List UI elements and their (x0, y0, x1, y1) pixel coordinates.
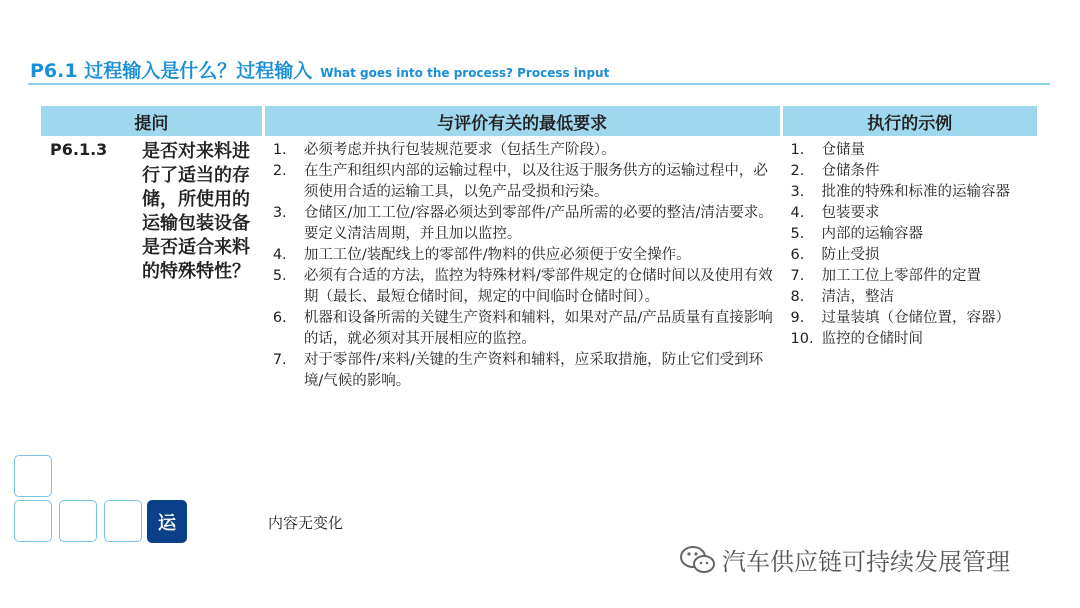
question-id: P6.1.3 (50, 140, 108, 159)
examples-list (784, 140, 1037, 350)
list-item: 5. 必须有合适的方法，监控为特殊材料/零部件规定的仓储时间以及使用有效期（最长、最短仓储时间，规定的中间临时仓储时间）。 (272, 268, 773, 305)
nav-box-3[interactable] (104, 500, 142, 542)
list-item: 1. 仓储量 (790, 142, 865, 158)
table-row (41, 136, 1037, 393)
list-item: 3. 仓储区/加工工位/容器必须达到零部件/产品所需的必要的整洁/清洁要求。要定义清洁周期，并且加以监控。 (272, 205, 773, 242)
list-item: 2. 仓储条件 (790, 163, 880, 179)
examples-cell (783, 136, 1038, 393)
header-question: 提问 (41, 106, 262, 136)
list-item: 10. 监控的仓储时间 (790, 331, 923, 347)
watermark (678, 542, 1010, 577)
wechat-icon (678, 544, 718, 576)
title-underline (28, 83, 1050, 85)
list-item: 5. 内部的运输容器 (790, 226, 923, 242)
slide-title (30, 56, 609, 84)
question-text: 是否对来料进行了适当的存储，所使用的运输包装设备是否适合来料的特殊特性？ (142, 141, 250, 282)
header-examples: 执行的示例 (783, 106, 1038, 136)
list-item: 6. 防止受损 (790, 247, 880, 263)
header-requirements: 与评价有关的最低要求 (265, 106, 780, 136)
content-note: 内容无变化 (268, 514, 344, 532)
watermark-text: 汽车供应链可持续发展管理 (722, 548, 1010, 576)
nav-box-active[interactable]: 运 (147, 500, 187, 543)
title-main: P6.1 过程输入是什么？过程输入 (30, 60, 313, 82)
list-item: 4. 加工工位/装配线上的零部件/物料的供应必须便于安全操作。 (272, 247, 691, 263)
list-item: 9. 过量装填（仓储位置，容器） (790, 310, 1010, 326)
requirements-table (38, 106, 1040, 393)
question-cell (41, 136, 262, 393)
nav-box-1[interactable] (14, 500, 52, 542)
list-item: 6. 机器和设备所需的关键生产资料和辅料，如果对产品/产品质量有直接影响的话，就必须对其开展相应的监控。 (272, 310, 773, 347)
title-sub: What goes into the process? Process input (320, 66, 610, 80)
nav-box-top[interactable] (14, 455, 52, 497)
list-item: 4. 包装要求 (790, 205, 880, 221)
list-item: 7. 对于零部件/来料/关键的生产资料和辅料，应采取措施，防止它们受到环境/气候的影响。 (272, 352, 764, 389)
list-item: 7. 加工工位上零部件的定置 (790, 268, 981, 284)
list-item: 1. 必须考虑并执行包装规范要求（包括生产阶段）。 (272, 142, 616, 158)
nav-box-2[interactable] (59, 500, 97, 542)
list-item: 3. 批准的特殊和标准的运输容器 (790, 184, 1010, 200)
list-item: 8. 清洁，整洁 (790, 289, 894, 305)
requirements-list (266, 140, 779, 392)
requirements-cell (265, 136, 780, 393)
list-item: 2. 在生产和组织内部的运输过程中，以及往返于服务供方的运输过程中，必须使用合适的运输工具，以免产品受损和污染。 (272, 163, 768, 200)
